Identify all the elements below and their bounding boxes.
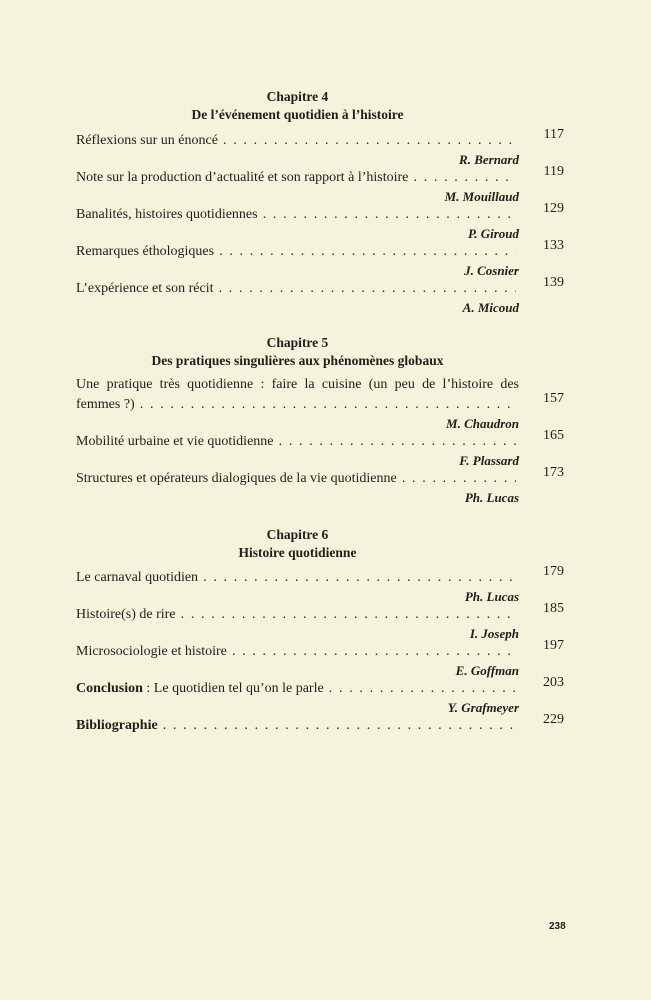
chapter-title: Histoire quotidienne <box>238 545 357 560</box>
toc-entry[interactable] <box>76 465 566 507</box>
toc-entry[interactable] <box>76 428 566 470</box>
chapter-title: Des pratiques singulières aux phénomènes globaux <box>151 353 444 368</box>
toc-entry[interactable] <box>76 601 566 643</box>
entry-page: 197 <box>543 638 564 653</box>
entry-author: M. Chaudron <box>446 416 519 431</box>
chapter-heading <box>76 88 519 124</box>
entry-title: Banalités, histoires quotidiennes . . . <box>76 205 516 225</box>
toc-entry[interactable] <box>76 238 566 280</box>
entry-author: F. Plassard <box>459 453 519 468</box>
entry-author: R. Bernard <box>459 152 519 167</box>
toc-entry[interactable] <box>76 275 566 317</box>
chapter-title: De l’événement quotidien à l’histoire <box>191 107 404 122</box>
chapter-number: Chapitre 5 <box>266 335 329 350</box>
entry-title: : Le quotidien tel qu’on le parle <box>142 681 324 696</box>
entry-page: 203 <box>543 675 564 690</box>
entry-page: 133 <box>543 238 564 253</box>
entry-title: L’expérience et son récit . . . <box>76 279 516 299</box>
entry-author: A. Micoud <box>462 300 519 315</box>
entry-title-bold: Bibliographie <box>76 718 158 733</box>
toc-entry[interactable] <box>76 375 566 433</box>
entry-page: 185 <box>543 601 564 616</box>
entry-title: Structures et opérateurs dialogiques de la vie quotidienne . . . <box>76 469 516 489</box>
entry-page: 179 <box>543 564 564 579</box>
toc-entry[interactable] <box>76 638 566 680</box>
entry-title: Microsociologie et histoire . . . <box>76 642 516 662</box>
entry-author: J. Cosnier <box>464 263 519 278</box>
entry-author: Ph. Lucas <box>464 490 519 505</box>
toc-entry[interactable] <box>76 564 566 606</box>
chapter-heading <box>76 334 519 370</box>
entry-author: E. Goffman <box>455 663 519 678</box>
entry-title: Histoire(s) de rire . . . <box>76 605 516 625</box>
toc-entry[interactable] <box>76 201 566 243</box>
entry-author: Ph. Lucas <box>464 589 519 604</box>
toc-entry[interactable] <box>76 127 566 169</box>
entry-title: Réflexions sur un énoncé . . . <box>76 131 516 151</box>
entry-author: I. Joseph <box>469 626 519 641</box>
toc-entry[interactable] <box>76 675 566 717</box>
chapter-number: Chapitre 6 <box>266 527 329 542</box>
entry-author: Y. Grafmeyer <box>447 700 519 715</box>
entry-title-bold: Conclusion <box>76 681 143 696</box>
entry-author: M. Mouillaud <box>444 189 519 204</box>
entry-title: Note sur la production d’actualité et son rapport à l’histoire . . . <box>76 168 516 188</box>
entry-title: Mobilité urbaine et vie quotidienne . . . <box>76 432 516 452</box>
entry-title: Le carnaval quotidien . . . <box>76 568 516 588</box>
chapter-number: Chapitre 4 <box>266 89 329 104</box>
entry-page: 129 <box>543 201 564 216</box>
entry-page: 165 <box>543 428 564 443</box>
entry-title-line1: Une pratique très quotidienne : faire la cuisine (un peu de l’histoire des <box>76 377 519 392</box>
entry-page: 139 <box>543 275 564 290</box>
entry-page: 173 <box>543 465 564 480</box>
entry-author: P. Giroud <box>467 226 519 241</box>
toc-entry[interactable] <box>76 712 566 736</box>
page-number: 238 <box>549 921 566 932</box>
entry-page: 229 <box>543 712 564 727</box>
entry-title: Remarques éthologiques . . . <box>76 242 516 262</box>
toc-entry[interactable] <box>76 164 566 206</box>
entry-page: 117 <box>543 127 564 142</box>
entry-title: femmes ?) . . . <box>76 395 516 415</box>
entry-page: 157 <box>543 391 564 406</box>
chapter-heading <box>76 526 519 562</box>
entry-page: 119 <box>543 164 564 179</box>
